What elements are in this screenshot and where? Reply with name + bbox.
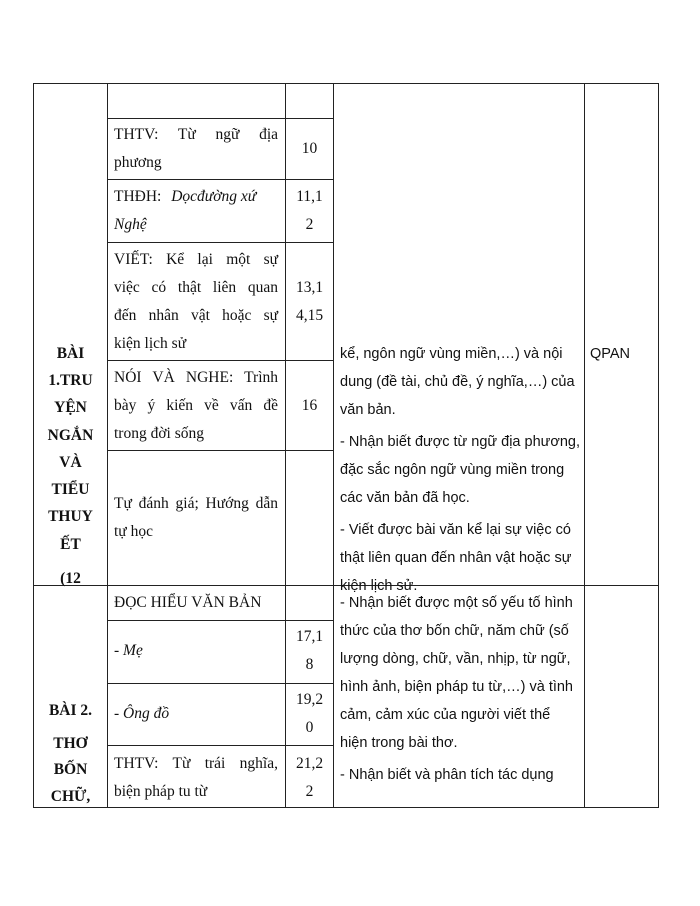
content-cell-line: tự học [114, 523, 153, 540]
lesson-2-line: BÀI 2. [48, 702, 93, 719]
lesson-1-line: (12 [60, 570, 81, 587]
lesson-1-line: VÀ [59, 454, 82, 471]
content-cell-line: bày ý kiến về vấn đề [114, 397, 278, 414]
content-cell-line: - Mẹ [114, 642, 143, 659]
lesson-2-line: BỐN [53, 761, 88, 778]
content-cell-line: THTV: Từ trái nghĩa, [114, 755, 278, 772]
periods-cell: 4,15 [295, 307, 324, 324]
requirement-line: các văn bản đã học. [340, 490, 470, 506]
requirement-line: dung (đề tài, chủ đề, ý nghĩa,…) của [340, 374, 575, 390]
content-cell-line [114, 183, 278, 211]
content-cell-line: đến nhân vật hoặc sự [114, 307, 278, 324]
content-cell-line: trong đời sống [114, 425, 205, 442]
lesson-1-line: THUY [48, 508, 93, 525]
requirement-line: - Viết được bài văn kể lại sự việc có [340, 522, 571, 538]
reading-title-line2: Nghệ [114, 216, 147, 233]
content-cell-line: kiện lịch sử [114, 335, 187, 352]
requirement-line: văn bản. [340, 402, 396, 418]
periods-cell: 19,2 [295, 691, 324, 708]
content-cell-line: biện pháp tu từ [114, 783, 208, 800]
competency-cell: QPAN [590, 346, 631, 362]
content-cell-line: NÓI VÀ NGHE: Trình [114, 369, 278, 386]
lesson-2-line: CHỮ, [50, 788, 91, 805]
content-cell-line: phương [114, 154, 162, 171]
requirement-line: hiện trong bài thơ. [340, 735, 458, 751]
lesson-1-line: 1.TRU [48, 372, 93, 389]
requirement-line: lượng dòng, chữ, vần, nhịp, từ ngữ, [340, 651, 571, 667]
requirement-line: đặc sắc ngôn ngữ vùng miền trong [340, 462, 565, 478]
periods-cell: 10 [301, 140, 318, 157]
periods-cell: 2 [305, 783, 314, 800]
periods-cell: 11,1 [296, 188, 323, 205]
content-cell-line: Tự đánh giá; Hướng dẫn [114, 495, 278, 512]
periods-cell: 13,1 [295, 279, 324, 296]
lesson-1-line: NGẮN [47, 427, 94, 444]
periods-cell: 17,1 [295, 628, 324, 645]
content-prefix: THĐH: [114, 188, 166, 205]
content-cell-line: việc có thật liên quan [114, 279, 278, 296]
lesson-2-line: THƠ [53, 735, 88, 752]
content-cell-line: THTV: Từ ngữ địa [114, 126, 278, 143]
lesson-1-line: TIỂU [51, 481, 90, 498]
content-cell-line: VIẾT: Kể lại một sự [114, 251, 278, 268]
requirement-line: thật liên quan đến nhân vật hoặc sự [340, 550, 572, 566]
requirement-line: - Nhận biết và phân tích tác dụng [340, 767, 554, 783]
requirement-line: kiện lịch sử. [340, 578, 418, 594]
requirement-line: hình ảnh, biện pháp tu từ,…) và tình [340, 679, 573, 695]
lesson-1-line: YỆN [54, 399, 87, 416]
reading-title: Dọcđường xứ [171, 188, 257, 205]
requirement-line: thức của thơ bốn chữ, năm chữ (số [340, 623, 569, 639]
lesson-1-line: ẾT [60, 536, 81, 553]
requirement-line: kể, ngôn ngữ vùng miền,…) và nội [340, 346, 563, 362]
periods-cell: 21,2 [295, 755, 324, 772]
periods-cell: 16 [301, 397, 318, 414]
periods-cell: 0 [305, 719, 314, 736]
content-cell-line: ĐỌC HIỂU VĂN BẢN [114, 594, 262, 611]
requirement-line: - Nhận biết được từ ngữ địa phương, [340, 434, 581, 450]
requirement-line: cảm, cảm xúc của người viết thể [340, 707, 551, 723]
content-cell-line: - Ông đồ [114, 705, 170, 722]
periods-cell: 8 [305, 656, 314, 673]
periods-cell: 2 [305, 216, 314, 233]
lesson-1-line: BÀI [56, 345, 85, 362]
requirement-line: - Nhận biết được một số yếu tố hình [340, 595, 573, 611]
